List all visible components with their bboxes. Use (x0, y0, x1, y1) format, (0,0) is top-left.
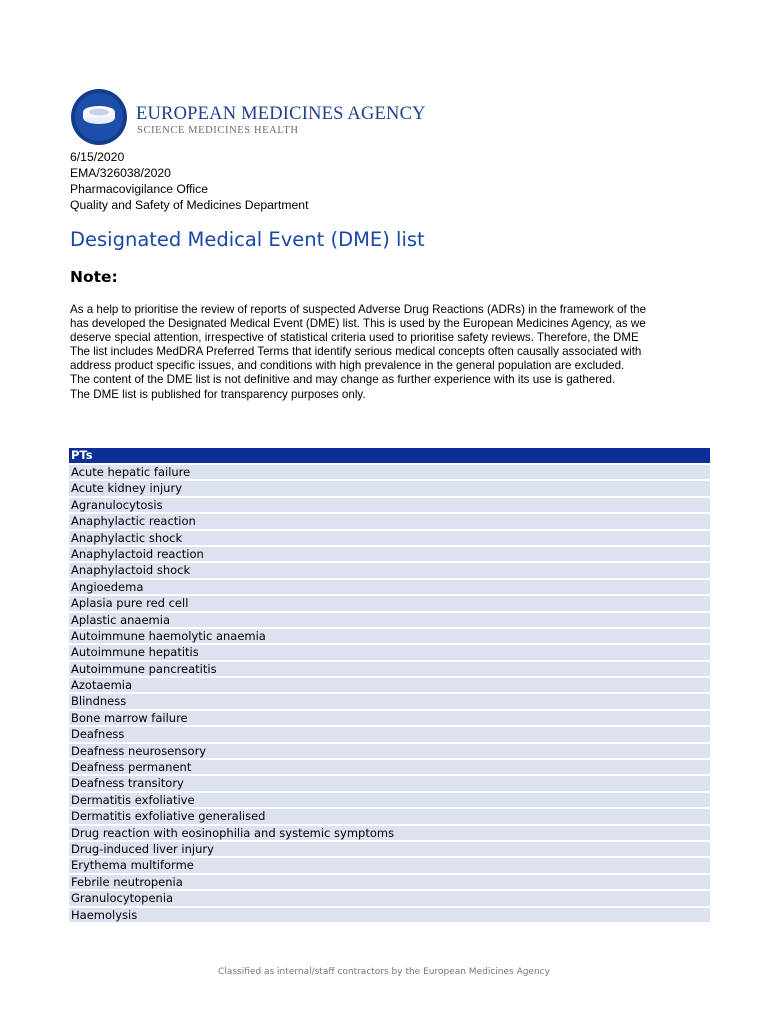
note-line: The DME list is published for transparency purposes only. (70, 387, 366, 401)
table-row: Bone marrow failure (69, 711, 710, 725)
table-row: Agranulocytosis (69, 498, 710, 512)
table-row: Acute kidney injury (69, 481, 710, 495)
table-row: Autoimmune haemolytic anaemia (69, 629, 710, 643)
table-header: PTs (69, 448, 710, 463)
table-row: Angioedema (69, 580, 710, 594)
table-row: Dermatitis exfoliative generalised (69, 809, 710, 823)
note-line: has developed the Designated Medical Event (DME) list. This is used by the European Medicines Agency, as we (70, 317, 646, 331)
table-row: Aplastic anaemia (69, 613, 710, 627)
table-row: Febrile neutropenia (69, 875, 710, 889)
note-heading: Note: (70, 268, 118, 286)
table-row: Drug-induced liver injury (69, 842, 710, 856)
table-row: Anaphylactoid shock (69, 563, 710, 577)
table-row: Drug reaction with eosinophilia and systemic symptoms (69, 826, 710, 840)
note-line: The content of the DME list is not definitive and may change as further experience with its use is gathered. (70, 373, 616, 387)
table-row: Granulocytopenia (69, 891, 710, 905)
ema-logo (70, 88, 430, 148)
classification-footer: Classified as internal/staff contractors by the European Medicines Agency (218, 967, 550, 977)
table-row: Blindness (69, 694, 710, 708)
table-row: Dermatitis exfoliative (69, 793, 710, 807)
table-row: Deafness neurosensory (69, 744, 710, 758)
office-name: Pharmacovigilance Office (70, 182, 208, 196)
ema-emblem-icon (70, 88, 128, 146)
note-line: As a help to prioritise the review of reports of suspected Adverse Drug Reactions (ADRs) in the framework of the (70, 303, 647, 316)
note-paragraph (70, 303, 710, 402)
table-row: Acute hepatic failure (69, 465, 710, 479)
table-row: Deafness (69, 727, 710, 741)
table-row: Autoimmune hepatitis (69, 645, 710, 659)
department-name: Quality and Safety of Medicines Department (70, 198, 309, 212)
table-row: Haemolysis (69, 908, 710, 922)
logo-subtitle: SCIENCE MEDICINES HEALTH (137, 125, 299, 136)
table-row: Anaphylactoid reaction (69, 547, 710, 561)
table-row: Azotaemia (69, 678, 710, 692)
table-row: Autoimmune pancreatitis (69, 662, 710, 676)
document-reference: EMA/326038/2020 (70, 166, 171, 180)
note-line: address product specific issues, and conditions with high prevalence in the general population are excluded. (70, 359, 625, 373)
table-row: Deafness permanent (69, 760, 710, 774)
pt-table (69, 448, 710, 922)
table-row: Anaphylactic reaction (69, 514, 710, 528)
logo-title: EUROPEAN MEDICINES AGENCY (136, 104, 426, 124)
table-row: Deafness transitory (69, 776, 710, 790)
document-date: 6/15/2020 (70, 150, 125, 164)
table-row: Aplasia pure red cell (69, 596, 710, 610)
page-title: Designated Medical Event (DME) list (70, 228, 425, 251)
note-line: deserve special attention, irrespective of statistical criteria used to prioritise safety reviews. Therefore, the DME (70, 331, 639, 345)
table-row: Erythema multiforme (69, 858, 710, 872)
table-row: Anaphylactic shock (69, 531, 710, 545)
document-meta (70, 149, 308, 213)
note-line: The list includes MedDRA Preferred Terms that identify serious medical concepts often causally associated with (70, 345, 642, 359)
